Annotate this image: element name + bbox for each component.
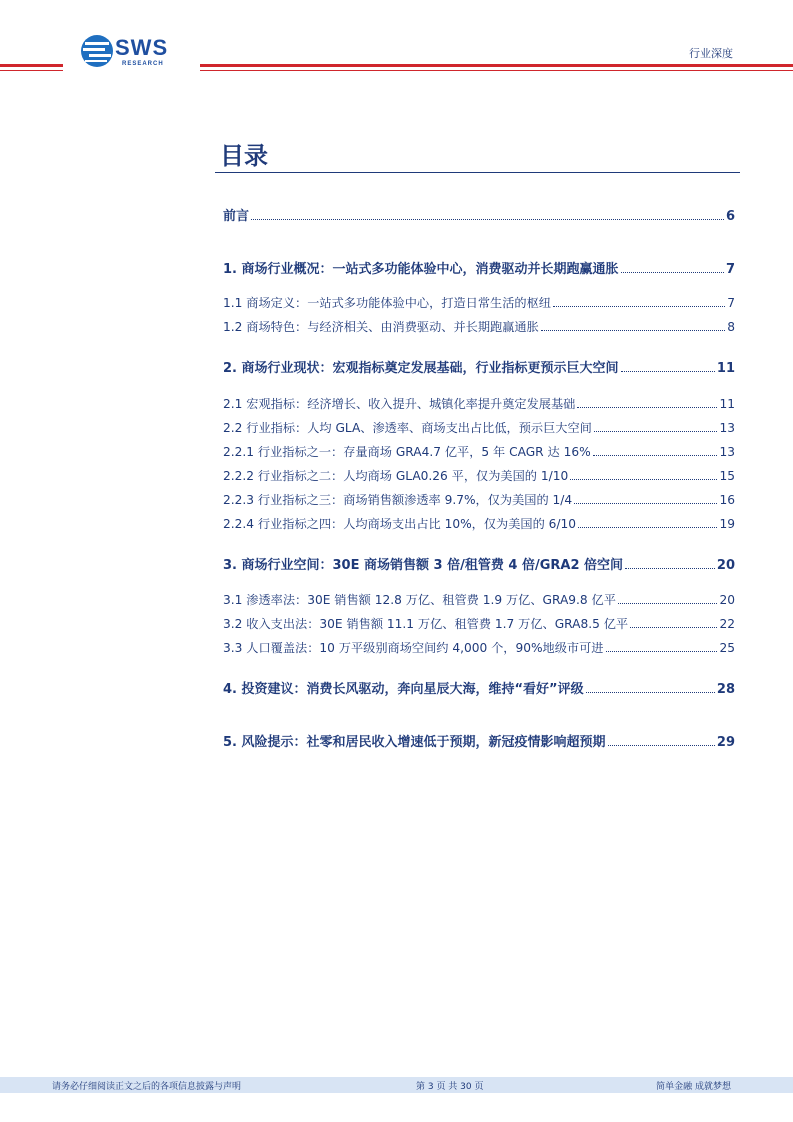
toc-entry-page: 8 — [727, 320, 735, 334]
toc-entry-text: 3.2 收入支出法：30E 销售额 11.1 万亿、租管费 1.7 万亿、GRA8.5 亿平 — [223, 617, 629, 631]
header-rule-right-thin — [200, 70, 793, 71]
toc-entry-page: 7 — [725, 262, 735, 277]
logo-subtitle: RESEARCH — [122, 61, 164, 67]
toc-entry-page: 11 — [716, 361, 735, 376]
toc-entry-text: 3. 商场行业空间：30E 商场销售额 3 倍/租管费 4 倍/GRA2 倍空间 — [223, 558, 624, 573]
toc-entry-page: 20 — [719, 593, 735, 607]
toc-entry[interactable] — [223, 205, 735, 224]
toc-entry-page: 6 — [725, 209, 735, 224]
header-rule-left — [0, 64, 63, 67]
toc-entry-text: 2. 商场行业现状：宏观指标奠定发展基础，行业指标更预示巨大空间 — [223, 361, 619, 376]
toc-entry-page: 7 — [727, 296, 735, 310]
toc-leader-dots — [608, 745, 715, 746]
toc-entry-text: 1. 商场行业概况：一站式多功能体验中心，消费驱动并长期跑赢通胀 — [223, 262, 619, 277]
toc-entry[interactable] — [223, 318, 735, 335]
toc-entry[interactable] — [223, 554, 735, 573]
logo-wordmark: SWS — [115, 35, 169, 60]
toc-title: 目录 — [220, 142, 268, 170]
toc-entry[interactable] — [223, 678, 735, 697]
toc-leader-dots — [593, 455, 718, 456]
toc-entry-page: 11 — [719, 397, 735, 411]
toc-entry-text: 1.1 商场定义：一站式多功能体验中心，打造日常生活的枢纽 — [223, 296, 551, 310]
sws-logo-icon — [80, 33, 114, 69]
toc-entry[interactable] — [223, 294, 735, 311]
toc-entry[interactable] — [223, 419, 735, 436]
toc-leader-dots — [578, 527, 717, 528]
toc-entry-page: 19 — [719, 517, 735, 531]
toc-title-underline — [215, 172, 740, 173]
toc-entry-text: 2.2.2 行业指标之二：人均商场 GLA0.26 平，仅为美国的 1/10 — [223, 469, 569, 483]
toc-entry[interactable] — [223, 491, 735, 508]
toc-entry-page: 22 — [719, 617, 735, 631]
toc-entry-text: 1.2 商场特色：与经济相关、由消费驱动、并长期跑赢通胀 — [223, 320, 539, 334]
toc-entry-page: 25 — [719, 641, 735, 655]
toc-leader-dots — [570, 479, 717, 480]
toc-leader-dots — [606, 651, 718, 652]
toc-entry[interactable] — [223, 591, 735, 608]
toc-leader-dots — [574, 503, 717, 504]
footer-slogan: 简单金融 成就梦想 — [656, 1082, 731, 1092]
toc-leader-dots — [586, 692, 715, 693]
toc-leader-dots — [630, 627, 717, 628]
header-rule-left-thin — [0, 70, 63, 71]
toc-leader-dots — [625, 568, 715, 569]
toc-entry-text: 前言 — [223, 209, 250, 224]
toc-entry[interactable] — [223, 731, 735, 750]
toc-leader-dots — [251, 219, 724, 220]
toc-leader-dots — [577, 407, 717, 408]
toc-entry-text: 2.2.3 行业指标之三：商场销售额渗透率 9.7%，仅为美国的 1/4 — [223, 493, 573, 507]
toc-leader-dots — [594, 431, 718, 432]
toc-entry-text: 4. 投资建议：消费长风驱动，奔向星辰大海，维持“看好”评级 — [223, 682, 584, 697]
toc-leader-dots — [618, 603, 718, 604]
toc-entry-text: 2.1 宏观指标：经济增长、收入提升、城镇化率提升奠定发展基础 — [223, 397, 576, 411]
report-type-tag: 行业深度 — [689, 47, 733, 60]
toc-entry-page: 20 — [716, 558, 735, 573]
toc-entry-page: 16 — [719, 493, 735, 507]
toc-entry-page: 29 — [716, 735, 735, 750]
header-rule-right — [200, 64, 793, 67]
toc-entry-text: 2.2 行业指标：人均 GLA、渗透率、商场支出占比低，预示巨大空间 — [223, 421, 592, 435]
toc-entry[interactable] — [223, 258, 735, 277]
toc-entry-page: 28 — [716, 682, 735, 697]
toc-entry-text: 3.3 人口覆盖法：10 万平级别商场空间约 4,000 个，90%地级市可进 — [223, 641, 604, 655]
toc-entry[interactable] — [223, 467, 735, 484]
toc-entry-page: 15 — [719, 469, 735, 483]
toc-leader-dots — [541, 330, 725, 331]
toc-entry[interactable] — [223, 395, 735, 412]
toc-entry-page: 13 — [719, 445, 735, 459]
toc-entry-page: 13 — [719, 421, 735, 435]
toc-entry-text: 2.2.4 行业指标之四：人均商场支出占比 10%，仅为美国的 6/10 — [223, 517, 577, 531]
toc-entry[interactable] — [223, 443, 735, 460]
toc-entry-text: 3.1 渗透率法：30E 销售额 12.8 万亿、租管费 1.9 万亿、GRA9.8 亿平 — [223, 593, 616, 607]
toc-entry[interactable] — [223, 357, 735, 376]
toc-leader-dots — [621, 272, 724, 273]
footer-disclaimer: 请务必仔细阅读正文之后的各项信息披露与声明 — [52, 1082, 242, 1092]
footer-page-number: 第 3 页 共 30 页 — [416, 1082, 484, 1092]
toc-leader-dots — [553, 306, 725, 307]
toc-entry[interactable] — [223, 615, 735, 632]
toc-entry[interactable] — [223, 515, 735, 532]
toc-entry[interactable] — [223, 639, 735, 656]
toc-entry-text: 2.2.1 行业指标之一：存量商场 GRA4.7 亿平，5 年 CAGR 达 16% — [223, 445, 591, 459]
toc-leader-dots — [621, 371, 715, 372]
toc-entry-text: 5. 风险提示：社零和居民收入增速低于预期，新冠疫情影响超预期 — [223, 735, 606, 750]
